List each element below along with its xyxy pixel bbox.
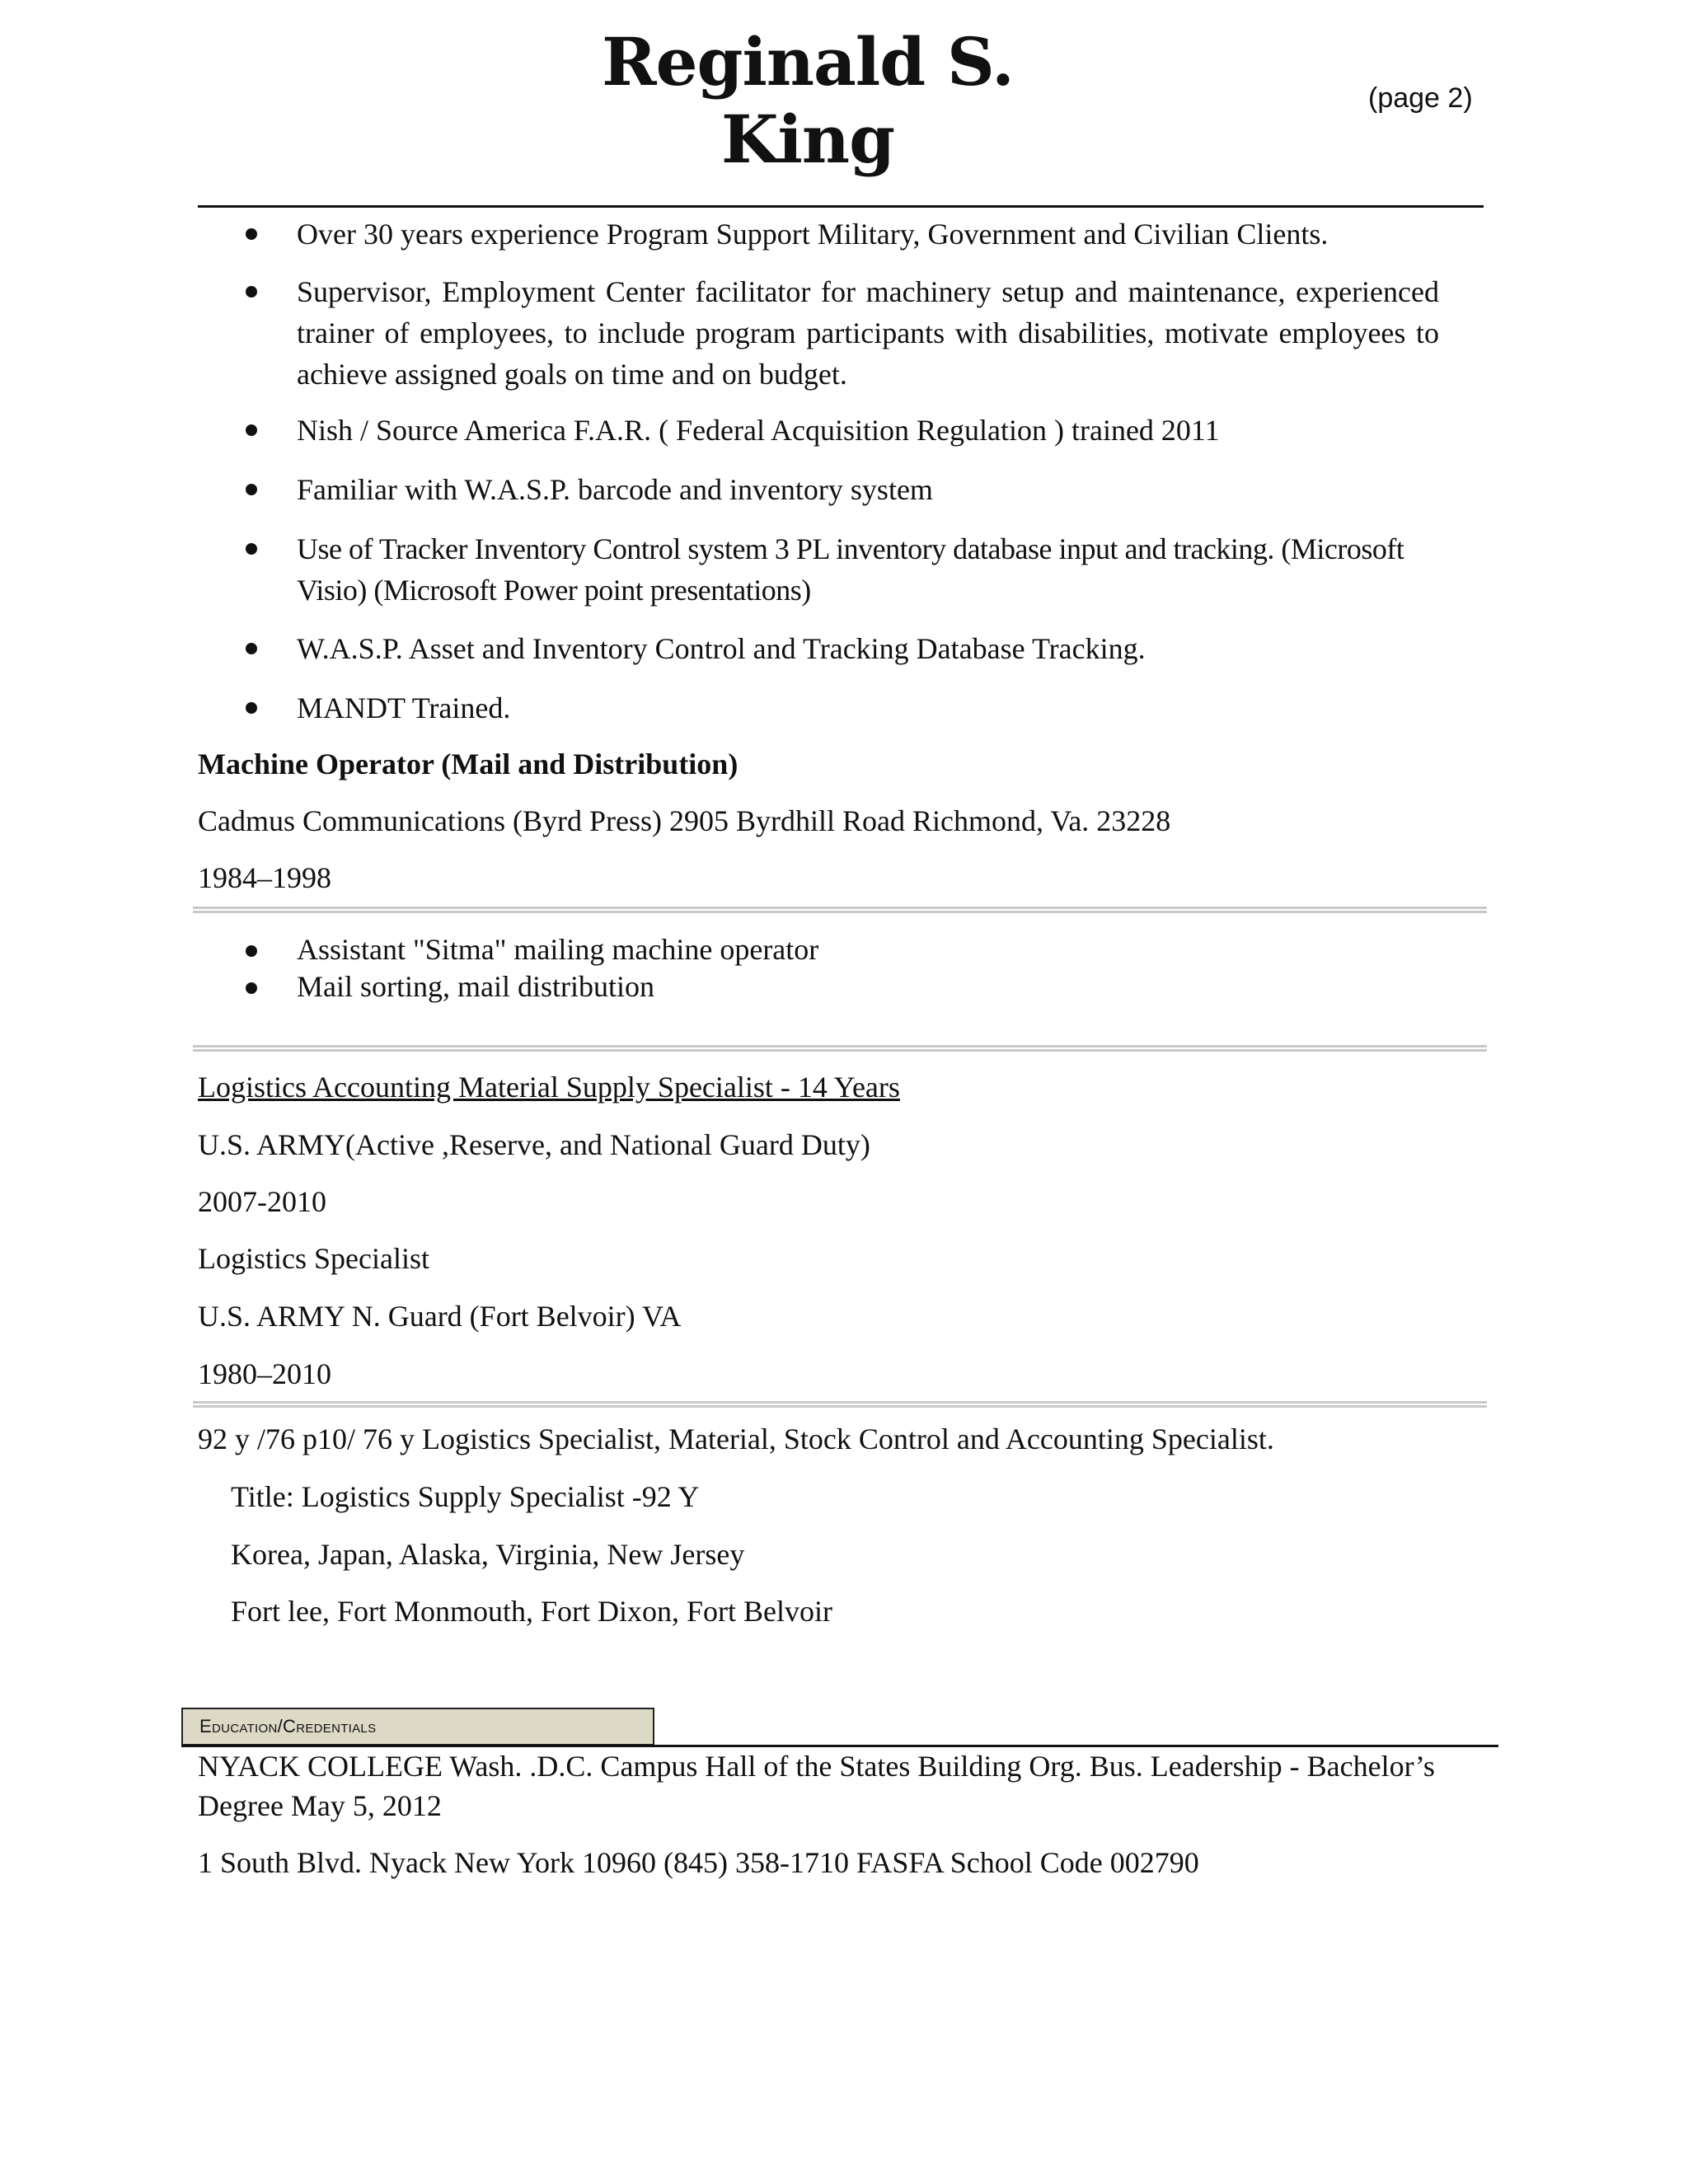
bullet-dot: [246, 702, 257, 714]
bullet-dot: [246, 286, 257, 298]
bullet-dot: [246, 945, 257, 957]
job-title: Logistics Accounting Material Supply Specialist - 14 Years: [198, 1071, 900, 1104]
job-organization-2: U.S. ARMY N. Guard (Fort Belvoir) VA: [198, 1300, 682, 1333]
name-line-1: Reginald S.: [602, 23, 1014, 101]
list-item: MANDT Trained.: [297, 691, 511, 724]
section-divider: [193, 1045, 1487, 1052]
list-item: Use of Tracker Inventory Control system 3 PL inventory database input and tracking. (Microsoft Visio) (Microsoft Power point presentations): [297, 532, 1404, 607]
job-summary: 92 y /76 p10/ 76 y Logistics Specialist, Material, Stock Control and Accounting Specialist.: [198, 1422, 1274, 1455]
job-detail: Fort lee, Fort Monmouth, Fort Dixon, Fort Belvoir: [231, 1595, 833, 1628]
list-item: Over 30 years experience Program Support Military, Government and Civilian Clients.: [297, 218, 1329, 251]
section-divider: [193, 1401, 1487, 1408]
job-dates-2: 1980–2010: [198, 1357, 331, 1390]
education-address: 1 South Blvd. Nyack New York 10960 (845) 358-1710 FASFA School Code 002790: [198, 1846, 1199, 1879]
list-item: Assistant "Sitma" mailing machine operator: [297, 933, 819, 966]
job-role: Logistics Specialist: [198, 1242, 429, 1275]
bullet-dot: [246, 982, 257, 994]
education-line: Degree May 5, 2012: [198, 1789, 442, 1822]
bullet-dot: [246, 484, 257, 495]
name-line-2: King: [720, 101, 895, 178]
page-number: (page 2): [1368, 82, 1473, 114]
list-item: Familiar with W.A.S.P. barcode and inventory system: [297, 473, 933, 506]
job-title: Machine Operator (Mail and Distribution): [198, 748, 738, 780]
bullet-dot: [246, 424, 257, 436]
job-detail: Korea, Japan, Alaska, Virginia, New Jersey: [231, 1538, 745, 1571]
bullet-dot: [246, 228, 257, 240]
bullet-dot: [246, 643, 257, 654]
list-item: W.A.S.P. Asset and Inventory Control and Tracking Database Tracking.: [297, 632, 1146, 665]
header-divider: [198, 205, 1484, 208]
list-item: Nish / Source America F.A.R. ( Federal Acquisition Regulation ) trained 2011: [297, 414, 1220, 447]
list-item: Supervisor, Employment Center facilitator for machinery setup and maintenance, experienced trainer of employees, to include program participants with disabilities, motivate employees to achieve assigned goals on time and on budget.: [297, 275, 1439, 391]
job-company: Cadmus Communications (Byrd Press) 2905 Byrdhill Road Richmond, Va. 23228: [198, 804, 1171, 837]
list-item: Mail sorting, mail distribution: [297, 970, 654, 1003]
job-dates: 2007-2010: [198, 1185, 326, 1218]
section-divider: [193, 907, 1487, 913]
education-heading: Education/Credentials: [181, 1708, 654, 1746]
job-dates: 1984–1998: [198, 861, 331, 894]
education-line: NYACK COLLEGE Wash. .D.C. Campus Hall of the States Building Org. Bus. Leadership - Bachelor’s: [198, 1750, 1435, 1783]
job-organization: U.S. ARMY(Active ,Reserve, and National Guard Duty): [198, 1128, 870, 1161]
candidate-name: [528, 23, 1088, 178]
bullet-dot: [246, 543, 257, 555]
job-detail: Title: Logistics Supply Specialist -92 Y: [231, 1480, 700, 1513]
